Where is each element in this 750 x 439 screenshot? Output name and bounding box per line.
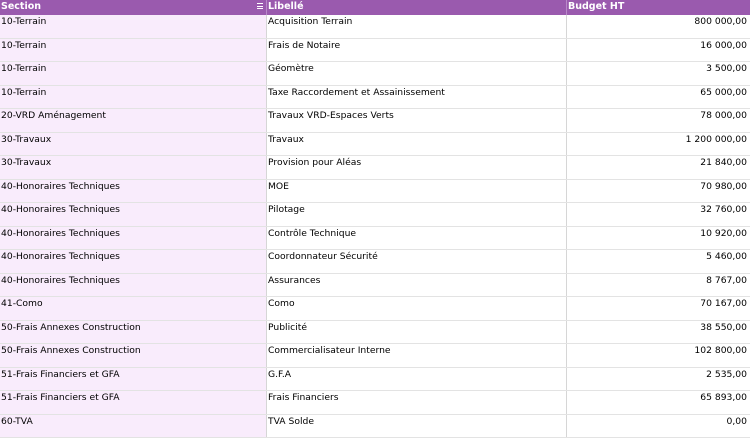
budget-cell[interactable]: 70 980,00: [700, 180, 747, 192]
table-row[interactable]: [0, 250, 750, 274]
table-row[interactable]: [0, 391, 750, 415]
table-row[interactable]: [0, 203, 750, 227]
budget-cell[interactable]: 32 760,00: [700, 204, 747, 215]
budget-cell[interactable]: 65 893,00: [700, 392, 747, 403]
libelle-cell[interactable]: Como: [267, 297, 567, 320]
table-row[interactable]: [0, 274, 750, 298]
budget-cell[interactable]: 3 500,00: [706, 63, 747, 74]
budget-cell[interactable]: 38 550,00: [700, 321, 747, 333]
section-cell[interactable]: 10-Terrain: [0, 15, 267, 38]
libelle-cell[interactable]: TVA Solde: [267, 415, 567, 438]
column-header-libelle[interactable]: [267, 0, 567, 15]
section-cell[interactable]: 10-Terrain: [0, 62, 267, 85]
table-row[interactable]: [0, 62, 750, 86]
section-cell[interactable]: 30-Travaux: [0, 133, 267, 156]
hamburger-menu-icon[interactable]: [257, 3, 263, 9]
table-row[interactable]: [0, 297, 750, 321]
table-row[interactable]: [0, 344, 750, 368]
section-cell[interactable]: 51-Frais Financiers et GFA: [0, 391, 267, 414]
column-header-section[interactable]: [0, 0, 267, 15]
table-row[interactable]: [0, 39, 750, 63]
libelle-cell[interactable]: Travaux VRD-Espaces Verts: [267, 109, 567, 132]
libelle-cell[interactable]: Travaux: [267, 133, 567, 156]
table-body: [0, 15, 750, 438]
libelle-cell[interactable]: Frais Financiers: [267, 391, 567, 414]
budget-cell[interactable]: 10 920,00: [700, 227, 747, 239]
section-cell[interactable]: 20-VRD Aménagement: [0, 109, 267, 132]
table-row[interactable]: [0, 15, 750, 39]
libelle-cell[interactable]: G.F.A: [267, 368, 567, 391]
table-row[interactable]: [0, 86, 750, 110]
budget-cell[interactable]: 5 460,00: [706, 251, 747, 262]
table-row[interactable]: [0, 227, 750, 251]
libelle-cell[interactable]: Frais de Notaire: [267, 39, 567, 62]
table-row[interactable]: [0, 180, 750, 204]
budget-cell[interactable]: 70 167,00: [700, 298, 747, 309]
table-row[interactable]: [0, 415, 750, 439]
libelle-cell[interactable]: Contrôle Technique: [267, 227, 567, 250]
section-cell[interactable]: 51-Frais Financiers et GFA: [0, 368, 267, 391]
libelle-cell[interactable]: MOE: [267, 180, 567, 203]
budget-cell[interactable]: 1 200 000,00: [685, 133, 747, 145]
section-cell[interactable]: 30-Travaux: [0, 156, 267, 179]
budget-cell[interactable]: 16 000,00: [700, 39, 747, 51]
table-row[interactable]: [0, 156, 750, 180]
libelle-cell[interactable]: Publicité: [267, 321, 567, 344]
table-row[interactable]: [0, 133, 750, 157]
libelle-cell[interactable]: Pilotage: [267, 203, 567, 226]
libelle-cell[interactable]: Taxe Raccordement et Assainissement: [267, 86, 567, 109]
section-cell[interactable]: 50-Frais Annexes Construction: [0, 344, 267, 367]
section-cell[interactable]: 10-Terrain: [0, 39, 267, 62]
table-row[interactable]: [0, 368, 750, 392]
libelle-cell[interactable]: Coordonnateur Sécurité: [267, 250, 567, 273]
section-cell[interactable]: 40-Honoraires Techniques: [0, 250, 267, 273]
column-header-budget-label: Budget HT: [568, 1, 625, 12]
section-cell[interactable]: 10-Terrain: [0, 86, 267, 109]
libelle-cell[interactable]: Acquisition Terrain: [267, 15, 567, 38]
budget-cell[interactable]: 78 000,00: [700, 110, 747, 121]
libelle-cell[interactable]: Provision pour Aléas: [267, 156, 567, 179]
budget-cell[interactable]: 2 535,00: [706, 368, 747, 380]
section-cell[interactable]: 40-Honoraires Techniques: [0, 203, 267, 226]
libelle-cell[interactable]: Assurances: [267, 274, 567, 297]
section-cell[interactable]: 41-Como: [0, 297, 267, 320]
section-cell[interactable]: 40-Honoraires Techniques: [0, 274, 267, 297]
column-header-budget[interactable]: [567, 0, 750, 15]
budget-cell[interactable]: 800 000,00: [694, 16, 747, 27]
libelle-cell[interactable]: Commercialisateur Interne: [267, 344, 567, 367]
libelle-cell[interactable]: Géomètre: [267, 62, 567, 85]
budget-cell[interactable]: 8 767,00: [706, 274, 747, 286]
header-row: [0, 0, 750, 15]
column-header-section-label: Section: [1, 1, 42, 12]
budget-cell[interactable]: 0,00: [726, 415, 747, 427]
section-cell[interactable]: 50-Frais Annexes Construction: [0, 321, 267, 344]
budget-cell[interactable]: 65 000,00: [700, 86, 747, 98]
column-header-libelle-label: Libellé: [268, 1, 304, 12]
section-cell[interactable]: 40-Honoraires Techniques: [0, 227, 267, 250]
table-row[interactable]: [0, 321, 750, 345]
table-row[interactable]: [0, 109, 750, 133]
section-cell[interactable]: 40-Honoraires Techniques: [0, 180, 267, 203]
budget-cell[interactable]: 102 800,00: [694, 345, 747, 356]
section-cell[interactable]: 60-TVA: [0, 415, 267, 438]
budget-cell[interactable]: 21 840,00: [700, 157, 747, 168]
